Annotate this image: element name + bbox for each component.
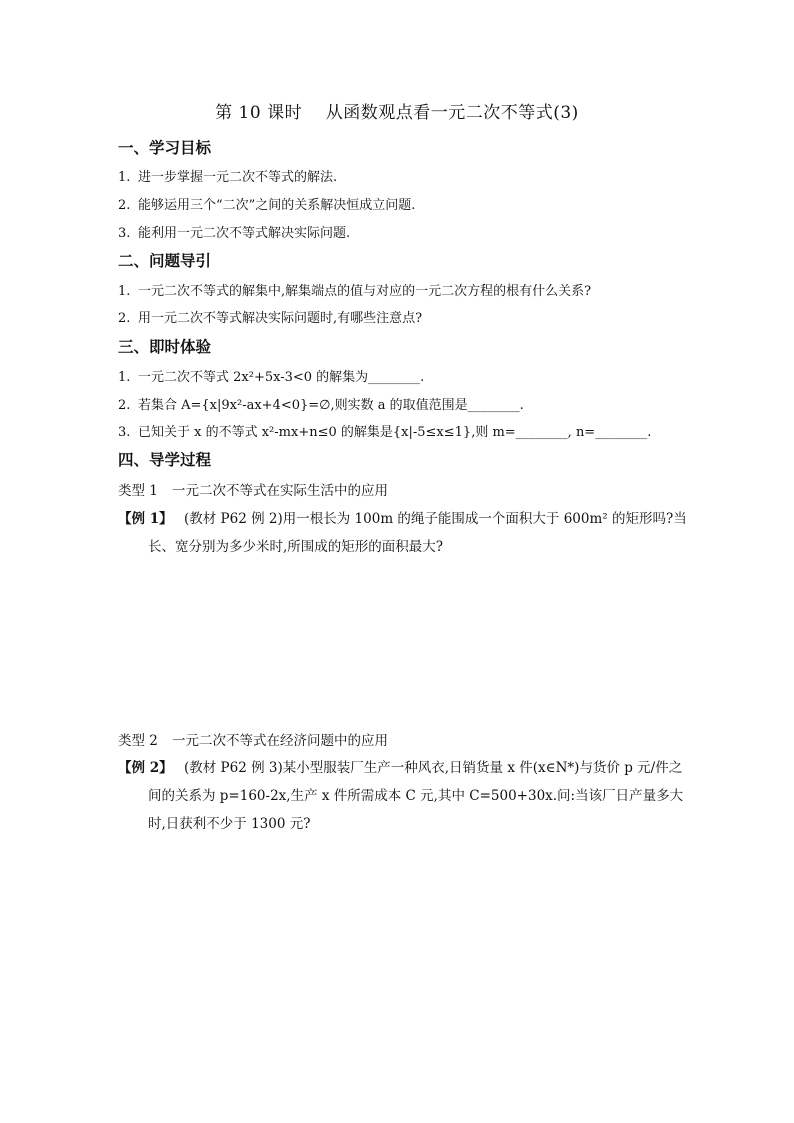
section-heading-goals: 一、学习目标 <box>118 138 212 157</box>
page-title <box>0 98 794 123</box>
goal-item: 3. 能利用一元二次不等式解决实际问题. <box>118 226 351 241</box>
example-2-continuation: 时,日获利不少于 1300 元? <box>148 816 311 832</box>
type-2-heading: 类型 2 一元二次不等式在经济问题中的应用 <box>118 733 388 749</box>
guide-item: 2. 用一元二次不等式解决实际问题时,有哪些注意点? <box>118 311 423 326</box>
example-1-label: 【例 1】 <box>118 511 173 527</box>
practice-item: 3. 已知关于 x 的不等式 x²-mx+n≤0 的解集是{x|-5≤x≤1},则 m=________, n=________. <box>118 425 652 440</box>
section-heading-process: 四、导学过程 <box>118 450 212 469</box>
lesson-topic: 从函数观点看一元二次不等式(3) <box>325 103 579 123</box>
guide-item: 1. 一元二次不等式的解集中,解集端点的值与对应的一元二次方程的根有什么关系? <box>118 284 592 299</box>
goal-item: 1. 进一步掌握一元二次不等式的解法. <box>118 170 338 185</box>
example-2-continuation: 间的关系为 p=160-2x,生产 x 件所需成本 C 元,其中 C=500+30x.问:当该厂日产量多大 <box>148 788 684 804</box>
example-2: 【例 2】 (教材 P62 例 3)某小型服装厂生产一种风衣,日销货量 x 件(x∈N*)与货价 p 元/件之 <box>118 756 682 776</box>
example-2-label: 【例 2】 <box>118 760 173 776</box>
example-1: 【例 1】 (教材 P62 例 2)用一根长为 100m 的绳子能围成一个面积大于 600m² 的矩形吗?当 <box>118 507 687 527</box>
practice-item: 1. 一元二次不等式 2x²+5x-3<0 的解集为________. <box>118 370 425 385</box>
practice-item: 2. 若集合 A={x|9x²-ax+4<0}=∅,则实数 a 的取值范围是________. <box>118 398 524 413</box>
example-1-continuation: 长、宽分别为多少米时,所围成的矩形的面积最大? <box>148 539 444 555</box>
goal-item: 2. 能够运用三个“二次”之间的关系解决恒成立问题. <box>118 198 416 213</box>
lesson-number: 第 10 课时 <box>215 103 303 123</box>
section-heading-practice: 三、即时体验 <box>118 337 212 356</box>
section-heading-guide: 二、问题导引 <box>118 251 212 270</box>
type-1-heading: 类型 1 一元二次不等式在实际生活中的应用 <box>118 483 388 499</box>
